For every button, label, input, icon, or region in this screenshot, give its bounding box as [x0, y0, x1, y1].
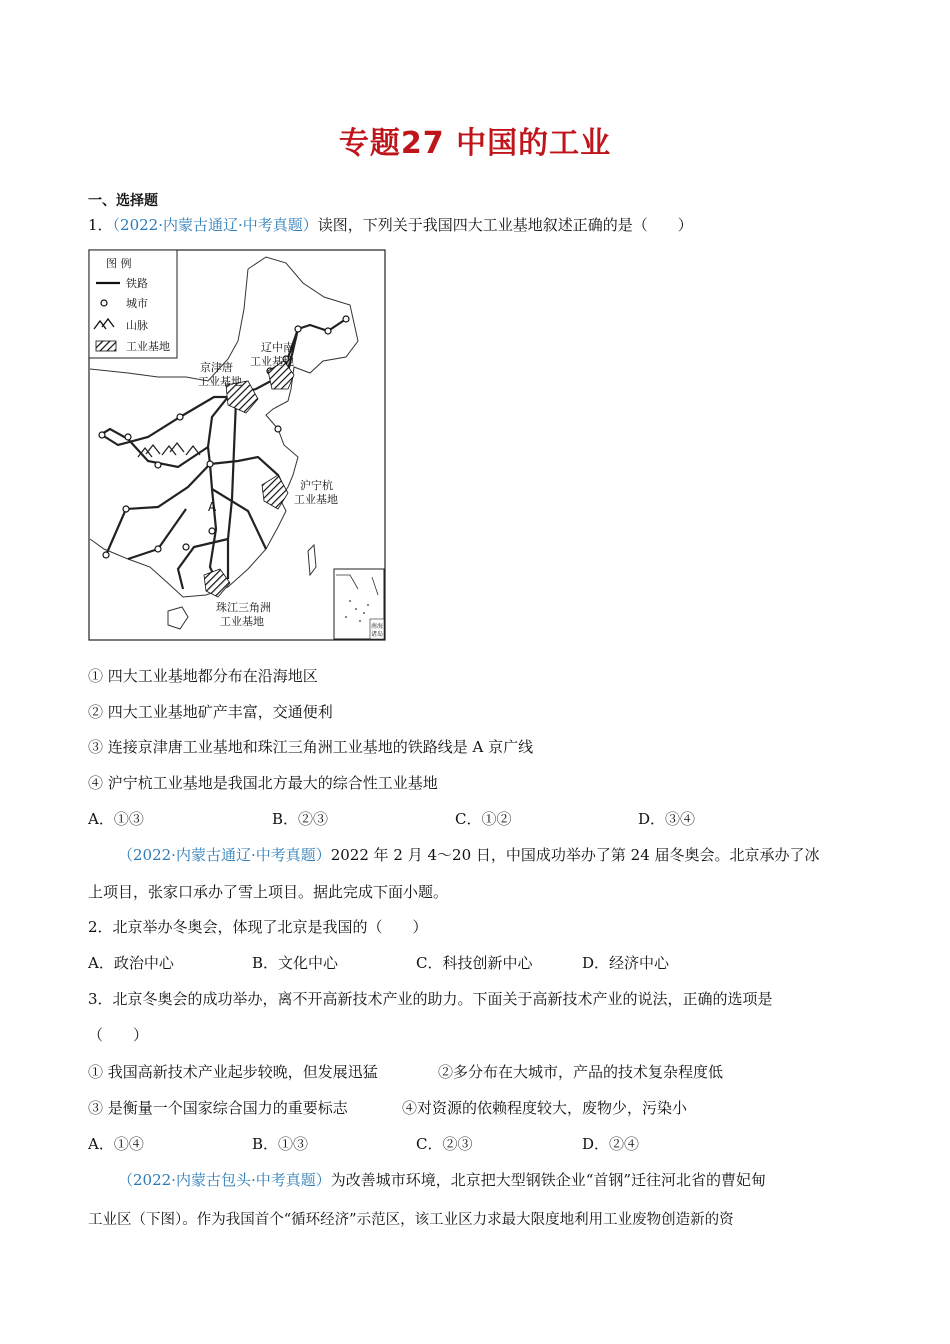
huninghang-label-line2: 工业基地: [294, 493, 338, 506]
question-source: （2022·内蒙古通辽·中考真题）: [112, 216, 318, 234]
q2-option-b[interactable]: B．文化中心: [252, 954, 339, 972]
china-industrial-base-map: [88, 249, 386, 641]
q1-statement-1: ① 四大工业基地都分布在沿海地区: [88, 667, 318, 685]
liaozhongnan-label-line2: 工业基地: [250, 355, 294, 368]
q1-option-d[interactable]: D．③④: [638, 810, 696, 828]
passage-source: （2022·内蒙古包头·中考真题）: [118, 1171, 331, 1189]
jingjintang-label-line1: 京津唐: [200, 361, 233, 374]
legend-city: 城市: [126, 297, 148, 310]
q3-option-c[interactable]: C．②③: [416, 1135, 473, 1153]
liaozhongnan-label-line1: 辽中南: [261, 341, 294, 354]
passage-source: （2022·内蒙古通辽·中考真题）: [118, 846, 331, 864]
page-title: 专题27 中国的工业: [338, 126, 612, 161]
q1-option-a[interactable]: A．①③: [88, 810, 144, 828]
q2-option-d[interactable]: D．经济中心: [582, 954, 670, 972]
passage-1-line1: [118, 845, 820, 865]
q3-option-d[interactable]: D．②④: [582, 1135, 640, 1153]
zhujiang-label-line1: 珠江三角洲: [216, 601, 271, 614]
jingjintang-label-line2: 工业基地: [198, 375, 242, 388]
passage-2-line2: 工业区（下图）。作为我国首个“循环经济”示范区，该工业区力求最大限度地利用工业废物创造新的资: [88, 1212, 734, 1228]
q3-statement-1: ① 我国高新技术产业起步较晚，但发展迅猛: [88, 1063, 378, 1081]
q3-option-b[interactable]: B．①③: [252, 1135, 309, 1153]
zhujiang-label-line2: 工业基地: [220, 615, 264, 628]
inset-label-line2: 诸岛: [371, 631, 384, 638]
q2-option-c[interactable]: C．科技创新中心: [416, 954, 533, 972]
question-3-stem: 3．北京冬奥会的成功举办，离不开高新技术产业的助力。下面关于高新技术产业的说法，正确的选项是: [88, 990, 773, 1008]
huninghang-label-line1: 沪宁杭: [300, 479, 333, 492]
q1-statement-4: ④ 沪宁杭工业基地是我国北方最大的综合性工业基地: [88, 774, 438, 792]
section-heading: 一、选择题: [88, 193, 158, 209]
industrial-base-legend-icon: [96, 341, 116, 351]
question-2-stem: 2．北京举办冬奥会，体现了北京是我国的（ ）: [88, 918, 428, 936]
q1-statement-3: ③ 连接京津唐工业基地和珠江三角洲工业基地的铁路线是 A 京广线: [88, 738, 534, 756]
railway-a-label: A: [208, 500, 217, 514]
q3-statement-3: ③ 是衡量一个国家综合国力的重要标志: [88, 1099, 348, 1117]
passage-text: 2022 年 2 月 4～20 日，中国成功举办了第 24 届冬奥会。北京承办了冰: [330, 846, 820, 864]
legend-mountain: 山脉: [126, 319, 148, 332]
inset-label-line1: 南海: [371, 623, 384, 630]
legend-railway: 铁路: [126, 277, 148, 290]
city-legend-icon: [101, 300, 107, 306]
q2-option-a[interactable]: A．政治中心: [88, 954, 174, 972]
q1-option-c[interactable]: C．①②: [455, 810, 512, 828]
q3-statement-2: ②多分布在大城市，产品的技术复杂程度低: [438, 1063, 724, 1081]
passage-1-line2: 上项目，张家口承办了雪上项目。据此完成下面小题。: [88, 883, 449, 901]
question-1-stem: [88, 215, 693, 235]
legend-industrial-base: 工业基地: [126, 340, 170, 353]
q1-statement-2: ② 四大工业基地矿产丰富，交通便利: [88, 703, 333, 721]
question-number: 1．: [88, 216, 113, 234]
legend-title: 图 例: [106, 257, 132, 270]
q3-statement-4: ④对资源的依赖程度较大，废物少，污染小: [402, 1099, 688, 1117]
q3-option-a[interactable]: A．①④: [88, 1135, 144, 1153]
q1-option-b[interactable]: B．②③: [272, 810, 329, 828]
passage-text: 为改善城市环境，北京把大型钢铁企业“首钢”迁往河北省的曹妃甸: [330, 1171, 767, 1189]
question-3-paren: （ ）: [88, 1026, 149, 1044]
passage-2-line1: [118, 1170, 766, 1190]
question-text: 读图，下列关于我国四大工业基地叙述正确的是（ ）: [317, 216, 693, 234]
